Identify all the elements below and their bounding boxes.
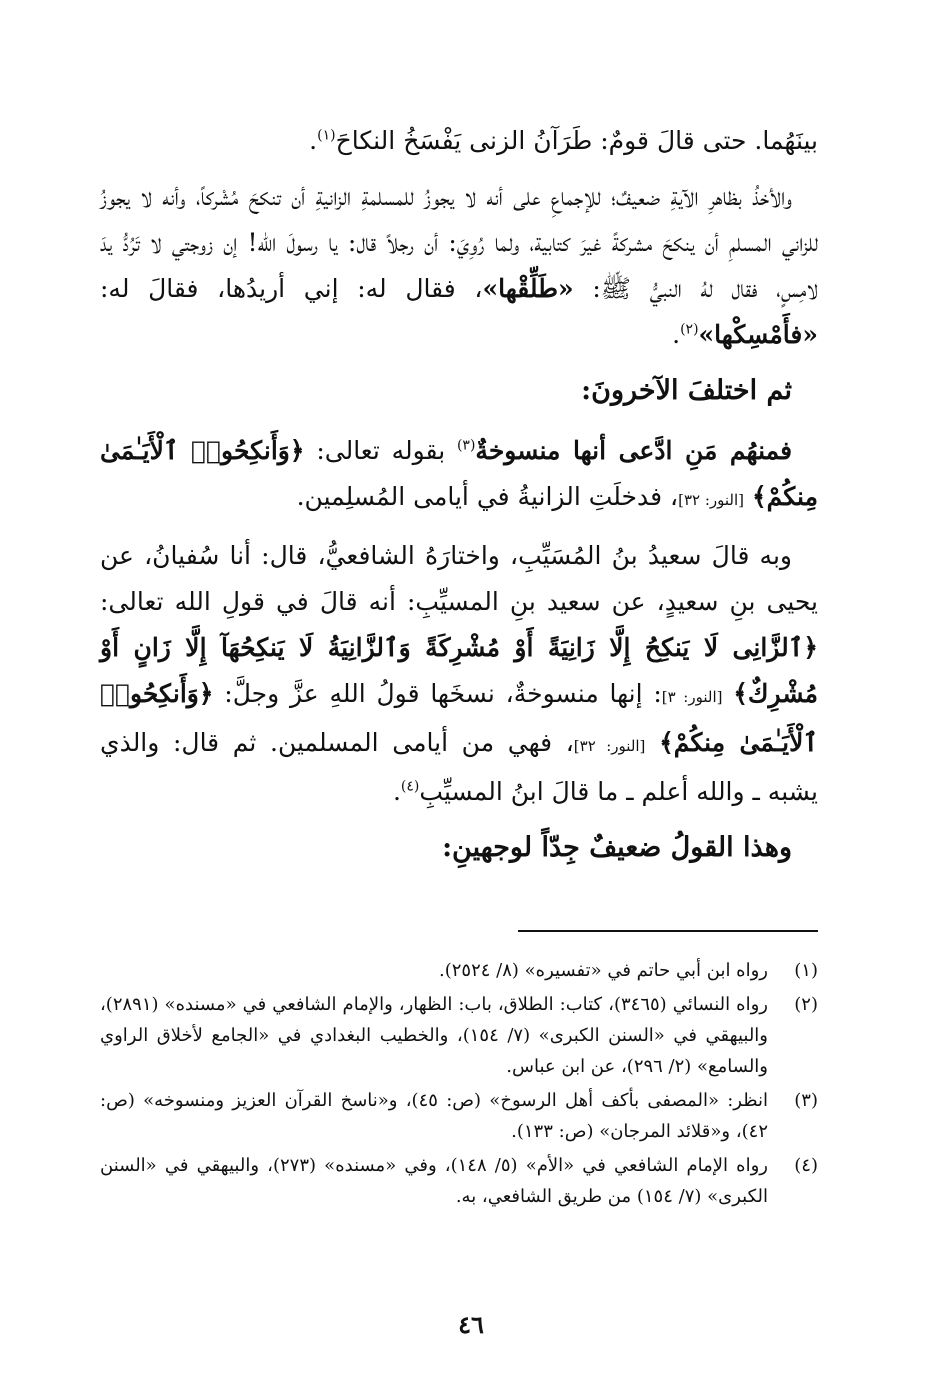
footnote-marker-2[interactable]: (٢) xyxy=(680,321,699,338)
footnote-marker-3[interactable]: (٣) xyxy=(456,437,476,454)
verse-reference: [النور: ٣٢] xyxy=(573,737,646,755)
footnote-text: رواه الإمام الشافعي في «الأم» (٥/ ١٤٨)، وفي «مسنده» (٢٧٣)، والبيهقي في «السنن الكبرى» (٧/ ١٥٤) من طريق الشافعي، به. xyxy=(100,1155,768,1207)
paragraph-1: بينَهُما. حتى قالَ قومٌ: طَرَآنُ الزنى يَفْسَخُ النكاحَ$^{(١)}$. xyxy=(309,126,818,155)
paragraph-3: فمنهُم مَنِ ادَّعى أنها منسوخةٌ$^{(٣)}$ بقوله تعالى: ﴿وَأَنكِحُوا۟ ٱلْأَيَـٰمَىٰ مِنكُمْ﴾ [النور: ٣٢]، فدخلَتِ الزانيةُ في أيامى المُسلِمين. xyxy=(100,436,818,511)
footnote-1 xyxy=(100,955,818,986)
footnote-marker-1[interactable]: (١) xyxy=(317,127,336,144)
footnote-marker-4[interactable]: (٤) xyxy=(400,778,420,795)
paragraph-2: والأخذُ بظاهرِ الآيةِ ضعيفٌ؛ للإجماعِ على أنه لا يجوزُ للمسلمةِ الزانيةِ أن تنكحَ مُشْركاً، وأنه لا يجوزُ للزاني المسلمِ أن ينكحَ مشركةً غيرَ كتابية، ولما رُوِيَ: أن رجلاً قال: يا رسولَ الله! إن زوجتي لا تَرُدُّ يدَ لامِسٍ، فقال لهُ النبيُّ ﷺ: «طَلِّقْها»، فقال له: إني أريدُها، فقالَ له: «فأَمْسِكْها»$^{(٢)}$. xyxy=(100,182,818,349)
verse-reference: [النور: ٣] xyxy=(661,688,723,706)
footnote-number: (١) xyxy=(794,960,818,981)
hadith-quote-keep: «فأَمْسِكْها» xyxy=(698,320,818,349)
page-number: ٤٦ xyxy=(458,1310,484,1339)
verse-reference: [النور: ٣٢] xyxy=(678,491,745,509)
footnote-number: (٢) xyxy=(794,994,818,1015)
footnote-number: (٤) xyxy=(794,1155,818,1176)
footnote-text: انظر: «المصفى بأكف أهل الرسوخ» (ص: ٤٥)، و«ناسخ القرآن العزيز ومنسوخه» (ص: ٤٢)، و«قلائد المرجان» (ص: ١٣٣). xyxy=(100,1090,769,1142)
footnote-number: (٣) xyxy=(794,1090,818,1111)
footnote-4 xyxy=(100,1150,818,1212)
footnotes xyxy=(100,955,818,1215)
footnote-2 xyxy=(100,989,818,1082)
footnote-divider xyxy=(518,930,818,932)
hadith-quote-divorce: «طَلِّقْها» xyxy=(482,274,574,303)
paragraph-4: وبه قالَ سعيدُ بنُ المُسَيِّبِ، واختارَهُ الشافعيُّ، قال: أنا سُفيانُ، عن يحيى بنِ سعيدٍ، عن سعيد بنِ المسيِّبِ: أنه قالَ في قولِ الله تعالى: ﴿ٱلزَّانِى لَا يَنكِحُ إِلَّا زَانِيَةً أَوْ مُشْرِكَةً وَٱلزَّانِيَةُ لَا يَنكِحُهَآ إِلَّا زَانٍ أَوْ مُشْرِكٌ﴾ [النور: ٣]: إنها منسوخةٌ، نسخَها قولُ اللهِ عزَّ وجلَّ: ﴿وَأَنكِحُوا۟ ٱلْأَيَـٰمَىٰ مِنكُمْ﴾ [النور: ٣٢]، فهي من أيامى المسلمين. ثم قال: والذي يشبه ـ والله أعلم ـ ما قالَ ابنُ المسيِّبِ$^{(٤)}$. xyxy=(100,541,819,806)
section-heading-2: وهذا القولُ ضعيفٌ جِدّاً لوجهينِ: xyxy=(442,832,792,863)
footnote-text: رواه ابن أبي حاتم في «تفسيره» (٨/ ٢٥٢٤). xyxy=(439,960,768,981)
quran-verse-nur-32: ﴿وَأَنكِحُوا۟ ٱلْأَيَـٰمَىٰ مِنكُمْ﴾ xyxy=(100,679,818,757)
quran-verse-nur-3: ﴿ٱلزَّانِى لَا يَنكِحُ إِلَّا زَانِيَةً أَوْ مُشْرِكَةً وَٱلزَّانِيَةُ لَا يَنكِحُهَآ إِلَّا زَانٍ أَوْ مُشْرِكٌ﴾ xyxy=(100,633,819,708)
section-heading-1: ثم اختلفَ الآخرونَ: xyxy=(581,375,792,406)
footnote-3 xyxy=(100,1085,818,1147)
main-text xyxy=(100,118,818,885)
footnote-text: رواه النسائي (٣٤٦٥)، كتاب: الطلاق، باب: الظهار، والإمام الشافعي في «مسنده» (٢٨٩١)، والبيهقي في «السنن الكبرى» (٧/ ١٥٤)، والخطيب البغدادي في «الجامع لأخلاق الراوي والسامع» (٢/ ٢٩٦)، عن ابن عباس. xyxy=(100,994,769,1077)
quran-verse-nur-32: ﴿وَأَنكِحُوا۟ ٱلْأَيَـٰمَىٰ مِنكُمْ﴾ xyxy=(100,436,818,511)
